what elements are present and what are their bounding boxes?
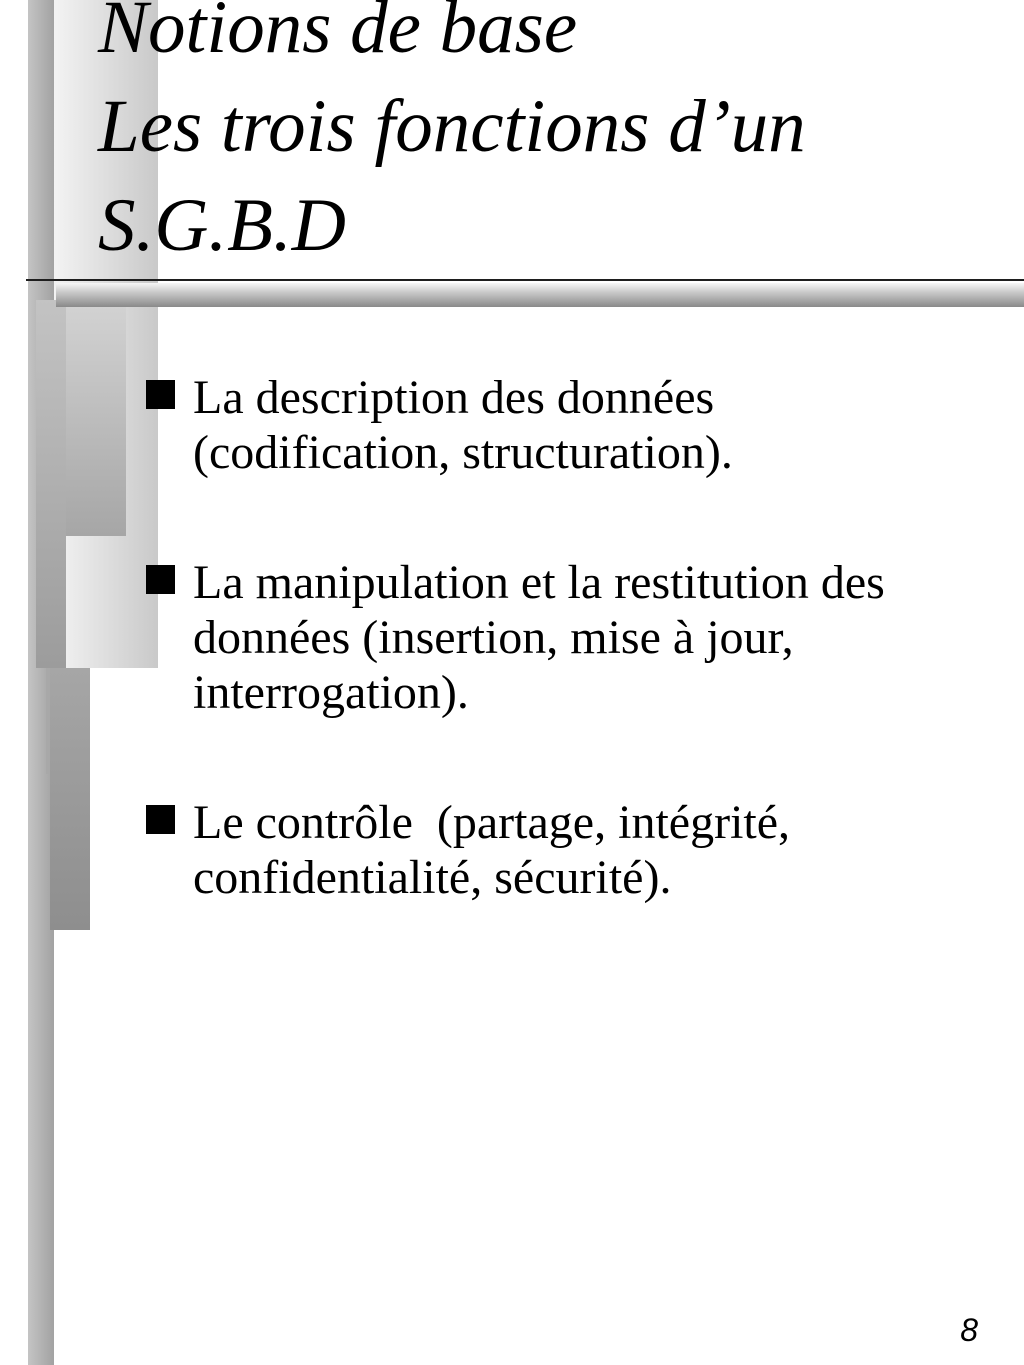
bullet-list	[146, 370, 1006, 905]
page-number: 8	[960, 1312, 978, 1348]
square-bullet-icon	[146, 565, 175, 594]
bullet-item	[146, 555, 1006, 720]
decorative-bar	[50, 668, 90, 930]
square-bullet-icon	[146, 380, 175, 409]
bullet-item	[146, 795, 1006, 905]
square-bullet-icon	[146, 805, 175, 834]
bullet-text-line: Le contrôle (partage, intégrité,	[193, 796, 791, 849]
decorative-bar	[36, 300, 66, 668]
slide-title	[98, 0, 806, 275]
bullet-item	[146, 370, 1006, 480]
decorative-bar	[66, 306, 126, 536]
title-line: Notions de base	[98, 0, 578, 69]
title-line: S.G.B.D	[98, 184, 346, 267]
bullet-text-line: La manipulation et la restitution des	[193, 556, 885, 609]
bullet-text-line: interrogation).	[193, 666, 469, 719]
title-divider	[26, 279, 1024, 281]
title-underline-bar	[56, 283, 1024, 307]
title-line: Les trois fonctions d’un	[98, 85, 806, 168]
bullet-text-line: (codification, structuration).	[193, 426, 733, 479]
bullet-text-line: données (insertion, mise à jour,	[193, 611, 794, 664]
bullet-text-line: La description des données	[193, 371, 715, 424]
bullet-text-line: confidentialité, sécurité).	[193, 851, 672, 904]
